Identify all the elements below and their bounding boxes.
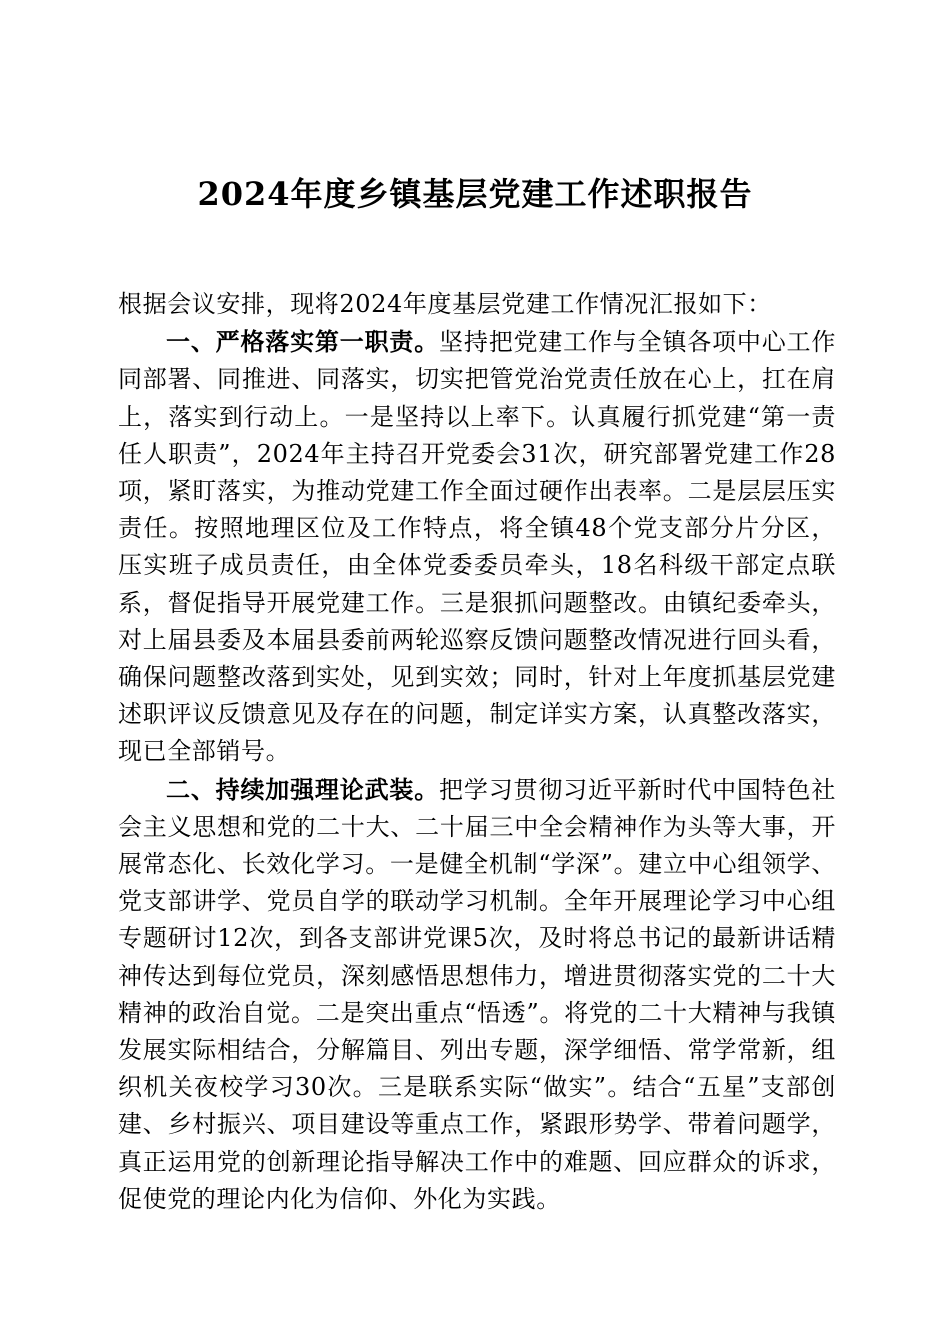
section-2-heading: 二、持续加强理论武装。 [166, 774, 440, 804]
section-1-paragraph [118, 323, 836, 770]
intro-paragraph: 根据会议安排，现将2024年度基层党建工作情况汇报如下： [118, 290, 772, 318]
section-1-heading: 一、严格落实第一职责。 [166, 327, 440, 357]
section-1-text: 坚持把党建工作与全镇各项中心工作同部署、同推进、同落实，切实把管党治党责任放在心上，扛在肩上，落实到行动上。一是坚持以上率下。认真履行抓党建“第一责任人职责”，2024年主持召开党委会31次，研究部署党建工作28项，紧盯落实，为推动党建工作全面过硬作出表率。二是层层压实责任。按照地理区位及工作特点，将全镇48个党支部分片分区，压实班子成员责任，由全体党委委员牵头，18名科级干部定点联系，督促指导开展党建工作。三是狠抓问题整改。由镇纪委牵头，对上届县委及本届县委前两轮巡察反馈问题整改情况进行回头看，确保问题整改落到实处，见到实效；同时，针对上年度抓基层党建述职评议反馈意见及存在的问题，制定详实方案，认真整改落实，现已全部销号。 [118, 328, 836, 766]
section-2-paragraph [118, 771, 836, 1218]
document-body [118, 286, 836, 1218]
section-2-text: 把学习贯彻习近平新时代中国特色社会主义思想和党的二十大、二十届三中全会精神作为头等大事，开展常态化、长效化学习。一是健全机制“学深”。建立中心组领学、党支部讲学、党员自学的联动学习机制。全年开展理论学习中心组专题研讨12次，到各支部讲党课5次，及时将总书记的最新讲话精神传达到每位党员，深刻感悟思想伟力，增进贯彻落实党的二十大精神的政治自觉。二是突出重点“悟透”。将党的二十大精神与我镇发展实际相结合，分解篇目、列出专题，深学细悟、常学常新，组织机关夜校学习30次。三是联系实际“做实”。结合“五星”支部创建、乡村振兴、项目建设等重点工作，紧跟形势学、带着问题学，真正运用党的创新理论指导解决工作中的难题、回应群众的诉求，促使党的理论内化为信仰、外化为实践。 [118, 775, 836, 1213]
document-title: 2024年度乡镇基层党建工作述职报告 [197, 175, 753, 213]
